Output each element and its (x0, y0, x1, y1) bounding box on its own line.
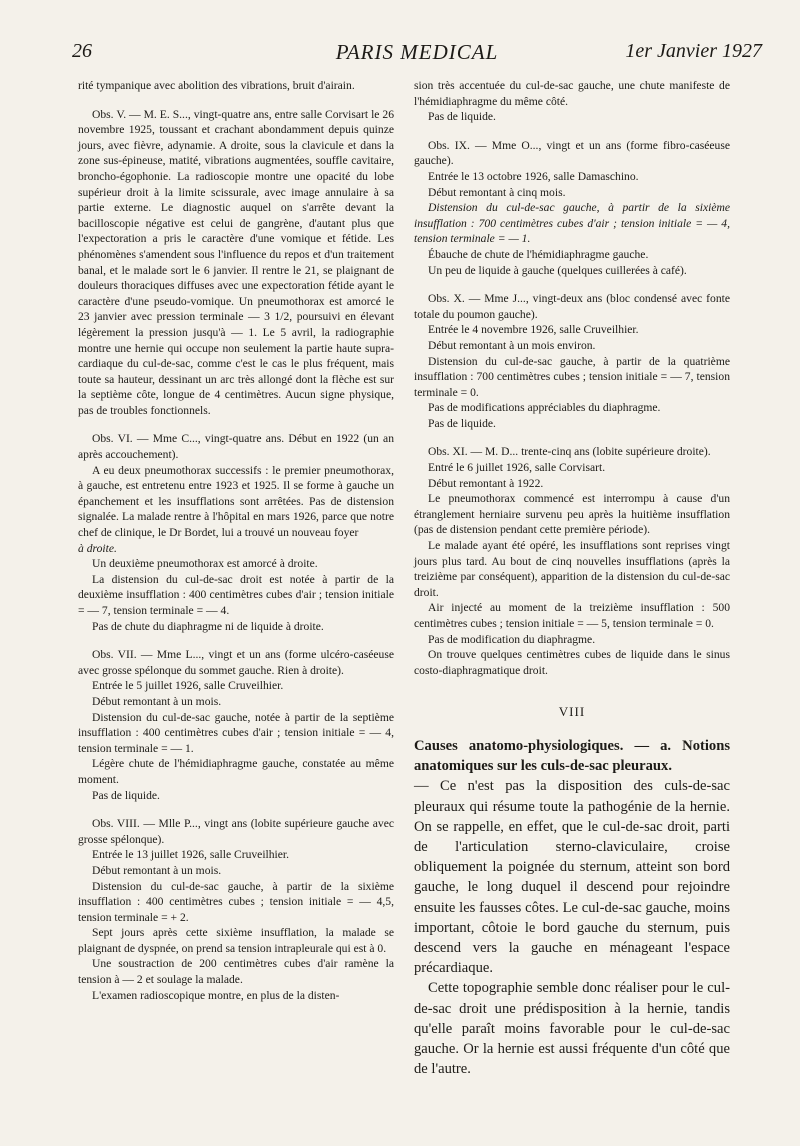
paragraph: Distension du cul-de-sac gauche, à partir de la quatrième insufflation : 700 centimètres cubes ; tension initiale = — 7, tension terminale = 0. (414, 354, 730, 399)
paragraph: rité tympanique avec abolition des vibrations, bruit d'airain. (78, 79, 355, 92)
paragraph: Entrée le 5 juillet 1926, salle Cruveilhier. (92, 679, 284, 693)
paragraph: A eu deux pneumothorax successifs : le premier pneumothorax, à gauche, est entretenu entre 1923 et 1925. Il se forme à gauche un épanchement et les insufflations sont arrêtées. Pas de distension signalée. La malade rentre à l'hôpital en mars 1926, parce que notre chef de clinique, le Dr Bordet, lui a trouvé un nouveau foyer (78, 463, 394, 540)
paragraph: On trouve quelques centimètres cubes de liquide dans le sinus costo-diaphragmatique droit. (414, 648, 730, 677)
paragraph: Distension du cul-de-sac gauche, à partir de la sixième insufflation : 400 centimètres cubes ; tension initiale = — 4,5, tension terminale = + 2. (78, 879, 394, 924)
section-heading: Causes anatomo-physiologiques. — a. Notions anatomiques sur les culs-de-sac pleuraux. (414, 737, 730, 775)
paragraph: Sept jours après cette sixième insufflation, la malade se plaignant de dyspnée, on prend sa tension intrapleurale qui est à 0. (78, 926, 394, 955)
paragraph: sion très accentuée du cul-de-sac gauche, une chute manifeste de l'hémidiaphragme du même côté. (414, 79, 730, 108)
observation-11: Obs. XI. — M. D... trente-cinq ans (lobite supérieure droite). (428, 445, 711, 459)
paragraph: Début remontant à un mois. (92, 694, 222, 708)
paragraph: Entrée le 13 octobre 1926, salle Damaschino. (428, 169, 639, 183)
paragraph: Début remontant à 1922. (428, 476, 544, 490)
paragraph: Pas de liquide. (92, 788, 160, 802)
paragraph: Pas de liquide. (428, 110, 496, 124)
paragraph: Ébauche de chute de l'hémidiaphragme gauche. (428, 247, 649, 261)
right-column (414, 78, 730, 1079)
paragraph: Pas de liquide. (428, 416, 496, 430)
section-body (414, 736, 730, 1079)
section-paragraph: Cette topographie semble donc réaliser pour le cul-de-sac droit une prédisposition à la hernie, tandis qu'elle paraît moins favorable pour le cul-de-sac gauche. Or la hernie est aussi fréquente d'un côté que de l'autre. (414, 980, 730, 1078)
paragraph: Légère chute de l'hémidiaphragme gauche, constatée au même moment. (78, 757, 394, 786)
paragraph: à droite. (78, 541, 117, 555)
paragraph: Début remontant à cinq mois. (428, 185, 566, 199)
paragraph: Un deuxième pneumothorax est amorcé à droite. (92, 557, 318, 571)
paragraph: La distension du cul-de-sac droit est notée à partir de la deuxième insufflation : 400 centimètres cubes d'air ; tension initiale = — 7, tension terminale = — 4. (78, 572, 394, 617)
paragraph: Entré le 6 juillet 1926, salle Corvisart. (428, 461, 606, 475)
paragraph: L'examen radioscopique montre, en plus de la disten- (92, 988, 340, 1002)
paragraph: Entrée le 4 novembre 1926, salle Cruveilhier. (428, 323, 639, 337)
paragraph: Début remontant à un mois. (92, 863, 222, 877)
section-paragraph: — Ce n'est pas la disposition des culs-de-sac pleuraux qui résume toute la pathogénie de la hernie. On se rappelle, en effet, que le cul-de-sac droit, parti de l'articulation sterno-claviculaire, croise obliquement la poignée du sternum, atteint son bord gauche, le long duquel il descend pour rejoindre ensuite les fausses côtes. Le cul-de-sac gauche, moins important, côtoie le bord gauche du sternum, puis descend vers la gauche en ménageant l'espace précardiaque. (414, 778, 730, 977)
paragraph: Distension du cul-de-sac gauche, à partir de la sixième insufflation : 700 centimètres cubes d'air ; tension initiale = — 4, tension terminale = — 1. (414, 201, 730, 246)
page-number: 26 (72, 40, 92, 62)
paragraph: Le malade ayant été opéré, les insufflations sont reprises vingt jours plus tard. Au bout de cinq nouvelles insufflations (après la treizième par conséquent), apparition de la distension du cul-de-sac droit. (414, 539, 730, 599)
observation-5: Obs. V. — M. E. S..., vingt-quatre ans, entre salle Corvisart le 26 novembre 1925, toussant et crachant abondamment depuis quinze jours, avec fièvre, adynamie. A droite, sous la clavicule et dans la zone sus-épineuse, matité, vibrations augmentées, souffle cavitaire, broncho-égophonie. La radioscopie montre une opacité du lobe supérieur droit à la limite scissurale, avec image annulaire à sa partie externe. Le diagnostic auquel on s'arrête devant la bacilloscopie négative est celui de gangrène, d'autant plus que l'expectoration a pris le caractère d'une vomique et fétide. Les phénomènes s'amendent sous l'influence du repos et d'un traitement banal, et le malade sort le 6 janvier. Il rentre le 21, se plaignant de douleurs thoraciques diffuses avec une expectoration fétide ayant le caractère d'une pseudo-vomique. Un pneumothorax est amorcé le 23 janvier avec pression terminale — 3 1/2, poursuivi en élevant légèrement la pression jusqu'à — 1. Le 5 avril, la radiographie montre une hernie qui occupe non seulement la partie haute supra-cardiaque du cul-de-sac, comme c'est le cas le plus fréquent, mais toute sa hauteur, dessinant un arc très allongé dont la flèche est sur la septième côte, longue de 4 centimètres. Aucun signe physique, pas de troubles fonctionnels. (78, 107, 394, 417)
page-header (72, 40, 762, 70)
paragraph: Entrée le 13 juillet 1926, salle Cruveilhier. (92, 848, 290, 862)
observation-7: Obs. VII. — Mme L..., vingt et un ans (forme ulcéro-caséeuse avec grosse spélonque du sommet gauche. Rien à droite). (78, 648, 394, 677)
paragraph: Air injecté au moment de la treizième insufflation : 500 centimètres cubes ; tension initiale = — 5, tension terminale = 0. (414, 601, 730, 630)
paragraph: Une soustraction de 200 centimètres cubes d'air ramène la tension à — 2 et soulage la malade. (78, 957, 394, 987)
paragraph: Début remontant à un mois environ. (428, 338, 596, 352)
issue-date: 1er Janvier 1927 (625, 40, 762, 62)
paragraph: Un peu de liquide à gauche (quelques cuillerées à café). (428, 263, 687, 277)
paragraph: Pas de chute du diaphragme ni de liquide à droite. (92, 619, 324, 633)
observation-10: Obs. X. — Mme J..., vingt-deux ans (bloc condensé avec fonte totale du poumon gauche). (414, 292, 730, 321)
left-column (78, 78, 394, 1003)
observation-9: Obs. IX. — Mme O..., vingt et un ans (forme fibro-caséeuse gauche). (414, 138, 730, 168)
observation-8: Obs. VIII. — Mlle P..., vingt ans (lobite supérieure gauche avec grosse spélonque). (78, 817, 394, 846)
paragraph: Pas de modifications appréciables du diaphragme. (428, 401, 661, 415)
paragraph: Le pneumothorax commencé est interrompu à cause d'un étranglement herniaire survenu peu après la huitième insufflation (pas de distension pendant cette première période). (414, 492, 730, 537)
section-number: VIII (558, 704, 586, 720)
observation-6: Obs. VI. — Mme C..., vingt-quatre ans. Début en 1922 (un an après accouchement). (78, 432, 394, 462)
paragraph: Pas de modification du diaphragme. (428, 632, 596, 646)
journal-title: PARIS MEDICAL (335, 40, 499, 64)
paragraph: Distension du cul-de-sac gauche, notée à partir de la septième insufflation : 400 centimètres cubes d'air ; tension initiale = — 4, tension terminale = — 1. (78, 710, 394, 755)
